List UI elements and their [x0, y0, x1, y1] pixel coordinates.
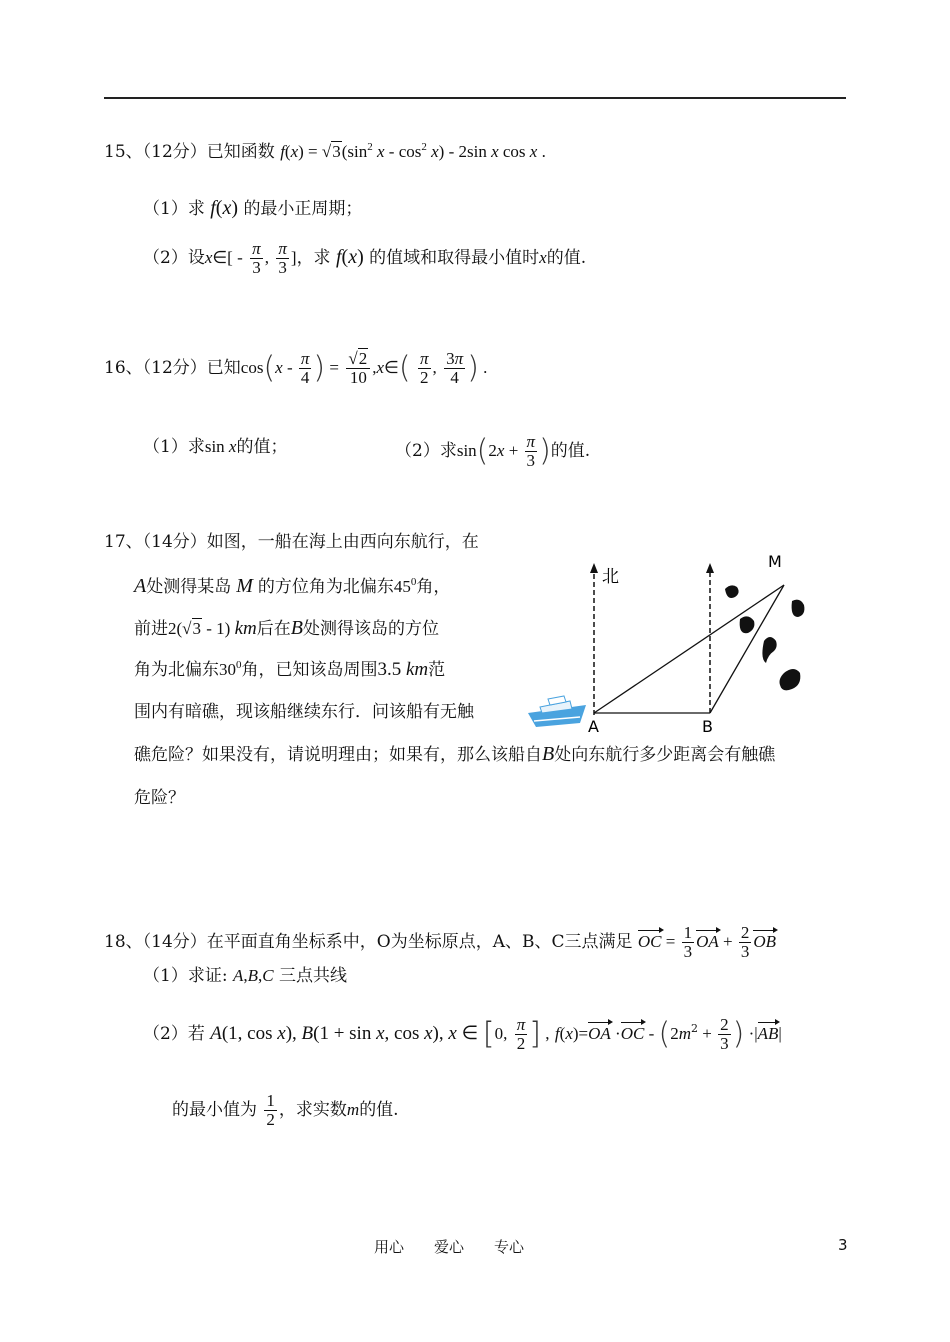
point-a-label: A: [588, 717, 599, 736]
q18-score: （14分）: [142, 931, 207, 952]
q17-line3: 前进2(√3 - 1) km后在B处测得该岛的方位: [134, 617, 439, 639]
q15-part2-mid: ，求: [296, 247, 331, 268]
q18-label: 18、: [104, 931, 143, 952]
q18-text3a: 的最小值为: [172, 1099, 257, 1120]
q16-intro: 已知: [206, 357, 241, 378]
q17-text4a: 角为北偏东: [134, 660, 219, 680]
q15-score: （12分）: [142, 142, 207, 162]
q18-text3c: 的值.: [359, 1099, 399, 1120]
footer-motto: 用心 爱心 专心: [374, 1238, 525, 1256]
reef-icon: [740, 616, 755, 633]
q17-text3b: 后在: [256, 619, 291, 639]
q18-part2-cont: 的最小值为 $\frac{1}{2}$ ，求实数m的值.: [172, 1091, 399, 1129]
q17-text2a: 处测得某岛: [146, 577, 232, 597]
q18-part1-label: （1）求证:: [143, 966, 228, 986]
ship-icon: [528, 696, 586, 727]
q15-part1-label: （1）求: [143, 199, 205, 219]
north-arrow-b: [706, 563, 714, 573]
q16-part1: （1）求sin x的值；: [143, 437, 288, 457]
q17-text2b: 的方位角为北偏东: [257, 577, 394, 597]
q15-part2-text: 的值域和取得最小值时: [369, 247, 540, 268]
q16-label: 16、: [104, 357, 143, 378]
q17-text6b: 处向东航行多少距离会有触礁: [554, 745, 776, 765]
q15-part1-text: 的最小正周期；: [243, 199, 363, 219]
q17-line5: [134, 704, 474, 721]
q15-formula: f: [280, 142, 285, 161]
q17-text3a: 前进: [134, 619, 168, 639]
reef-icon: [762, 637, 776, 663]
page-number: 3: [838, 1236, 848, 1254]
q17-score: （14分）: [142, 532, 207, 552]
q18-intro: 在平面直角坐标系中，O为坐标原点，A、B、C三点满足: [206, 931, 633, 952]
q17-line1: [104, 534, 479, 551]
q16-part1-label: （1）求: [143, 437, 205, 457]
point-m-label: M: [768, 552, 782, 571]
q17-text2c: 角，: [416, 577, 451, 597]
north-arrow-a: [590, 563, 598, 573]
q18-part2-label: （2）若: [143, 1023, 205, 1044]
q16-part2: （2）求sin(2x + $\frac{\pi}{3}$ )的值.: [395, 432, 591, 470]
q15-part2-end: 的值.: [546, 247, 587, 268]
north-label: 北: [602, 567, 619, 587]
q17-text5: 围内有暗礁，现该船继续东行．问该船有无触: [134, 702, 474, 722]
q16-part2-text: 的值.: [550, 440, 591, 461]
q17-text3c: 处测得该岛的方位: [302, 619, 439, 639]
q17-line7: [134, 790, 185, 807]
q17-text1: 如图，一船在海上由西向东航行，在: [206, 532, 479, 552]
q17-figure: [520, 545, 820, 745]
q15-part2-label: （2）设: [143, 247, 205, 268]
q15-label: 15、: [104, 142, 143, 162]
line-am: [594, 585, 784, 713]
q17-text6a: 礁危险？如果没有，请说明理由；如果有，那么该船自: [134, 745, 542, 765]
reef-icon: [792, 600, 805, 617]
q17-text7: 危险？: [134, 788, 185, 808]
q17-line2: A处测得某岛 M 的方位角为北偏东$45^0$角，: [134, 575, 451, 597]
q18-stem: 18、（14分）在平面直角坐标系中，O为坐标原点，A、B、C三点满足 OC = $\frac{1}{3}$ OA + $\frac{2}{3}$ OB: [104, 923, 777, 961]
q16-part2-label: （2）求: [395, 440, 457, 461]
q18-part2: （2）若 A(1, cos x), B(1 + sin x, cos x), x ∈ [0, $\frac{\pi}{2}$ ] , $f(x)=OA \cdot OC - (2m^2$ + $\frac{2}{3}$ ) ·|AB|: [143, 1015, 782, 1053]
q17-line6: 礁危险？如果没有，请说明理由；如果有，那么该船自B处向东航行多少距离会有触礁: [134, 743, 776, 765]
reef-icon: [725, 585, 739, 598]
q15-intro: 已知函数: [206, 142, 275, 162]
q16-part1-text: 的值；: [236, 437, 288, 457]
q17-text4b: 角，已知该岛周围: [241, 660, 378, 680]
point-b-label: B: [702, 717, 713, 736]
q16-score: （12分）: [142, 357, 207, 378]
q15-part2: （2）设x∈[ - $\frac{\pi}{3}$ , $\frac{\pi}{3}$ ]，求 f(x) 的值域和取得最小值时x的值.: [143, 239, 587, 277]
q18-part1: （1）求证: A,B,C 三点共线: [143, 966, 347, 986]
q17-label: 17、: [104, 532, 143, 552]
q17-line4: 角为北偏东$30^0$角，已知该岛周围3.5 km范: [134, 659, 446, 680]
q16-stem: 16、（12分）已知cos(x - $\frac{\pi}{4}$ ) = $\frac{√2}{10}$ ,x∈( $\frac{\pi}{2}$ , $\frac{3\pi}{4}$ ) .: [104, 349, 488, 387]
q18-text3b: ，求实数: [278, 1099, 347, 1120]
q15-part1: （1）求 f(x) 的最小正周期；: [143, 197, 363, 219]
reef-icon: [780, 669, 801, 690]
q17-text4c: 范: [428, 660, 446, 680]
header-rule: [104, 97, 846, 99]
q15-stem: 15、（12分）已知函数 $f(x) = √3(\sin^2$ x - $\cos^2 x) - 2\sin$ x cos x .: [104, 141, 546, 162]
q18-part1-text: 三点共线: [278, 966, 347, 986]
